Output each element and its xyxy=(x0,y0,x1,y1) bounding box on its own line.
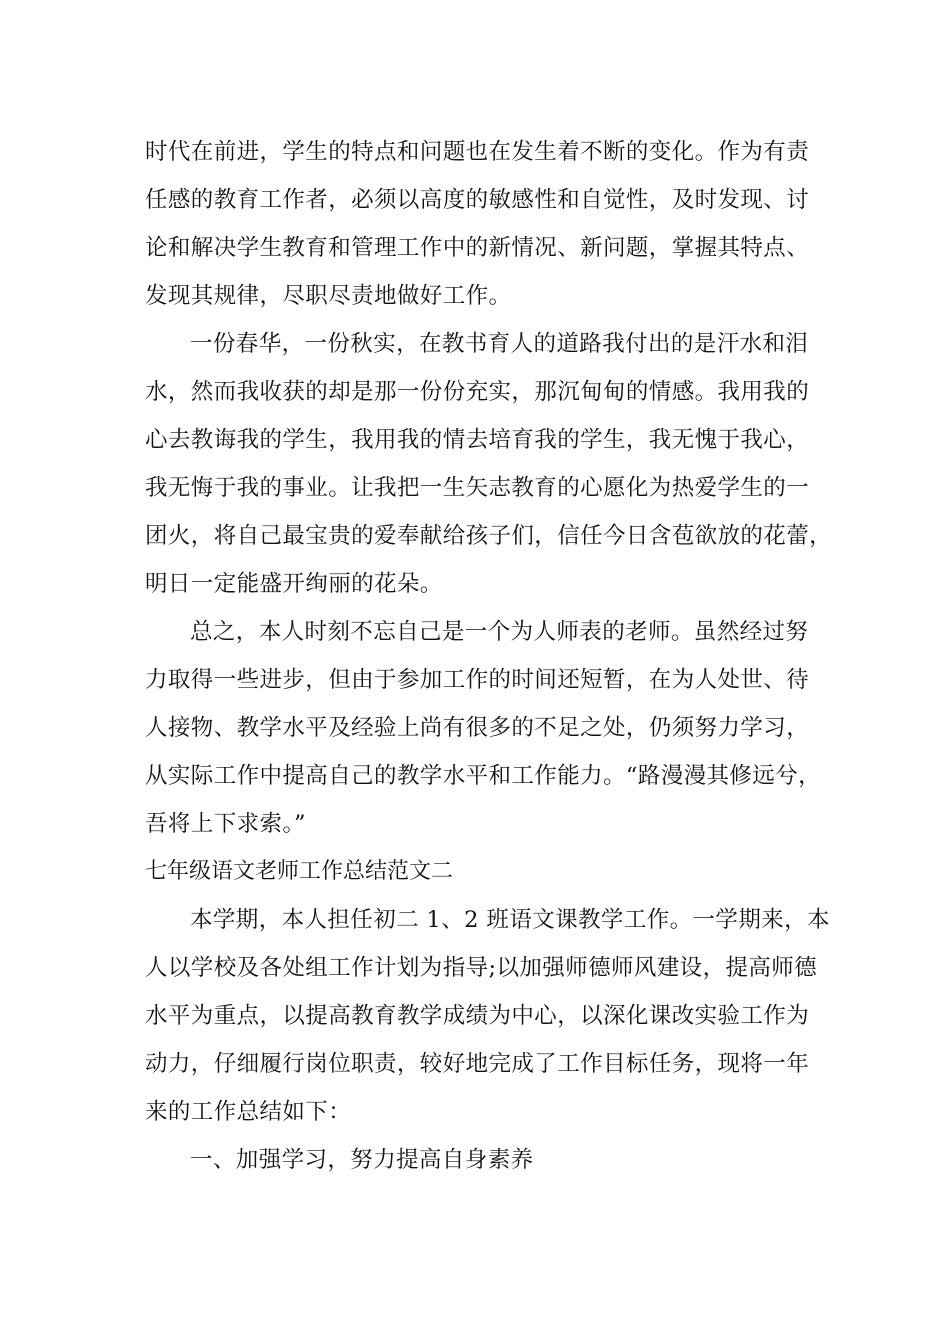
paragraph-line: 任感的教育工作者，必须以高度的敏感性和自觉性，及时发现、讨 xyxy=(145,187,810,213)
paragraph-line: 动力，仔细履行岗位职责，较好地完成了工作目标任务，现将一年 xyxy=(145,1051,810,1077)
paragraph-line: 心去教诲我的学生，我用我的情去培育我的学生，我无愧于我心， xyxy=(145,427,810,453)
paragraph-line: 水平为重点，以提高教育教学成绩为中心，以深化课改实验工作为 xyxy=(145,1003,810,1029)
paragraph-line: 本学期，本人担任初二 1、2 班语文课教学工作。一学期来，本 xyxy=(190,907,830,933)
paragraph-line: 我无悔于我的事业。让我把一生矢志教育的心愿化为热爱学生的一 xyxy=(145,475,810,501)
section-title: 七年级语文老师工作总结范文二 xyxy=(145,859,454,884)
paragraph-line: 来的工作总结如下： xyxy=(145,1099,352,1125)
document-body xyxy=(145,128,833,1184)
paragraph-line: 力取得一些进步，但由于参加工作的时间还短暂，在为人处世、待 xyxy=(145,667,810,693)
paragraph-line: 水，然而我收获的却是那一份份充实，那沉甸甸的情感。我用我的 xyxy=(145,379,810,405)
paragraph-line: 一份春华，一份秋实，在教书育人的道路我付出的是汗水和泪 xyxy=(190,331,809,357)
paragraph-line: 人以学校及各处组工作计划为指导;以加强师德师风建设，提高师德 xyxy=(145,955,818,981)
paragraph-line: 团火，将自己最宝贵的爱奉献给孩子们，信任今日含苞欲放的花蕾， xyxy=(145,523,833,549)
paragraph-line: 发现其规律，尽职尽责地做好工作。 xyxy=(145,283,512,309)
paragraph-line: 从实际工作中提高自己的教学水平和工作能力。“路漫漫其修远兮， xyxy=(145,763,822,789)
paragraph-line: 时代在前进，学生的特点和问题也在发生着不断的变化。作为有责 xyxy=(145,139,810,165)
paragraph-line: 论和解决学生教育和管理工作中的新情况、新问题，掌握其特点、 xyxy=(145,235,810,261)
paragraph-line: 吾将上下求索。” xyxy=(145,811,306,837)
paragraph-line: 明日一定能盛开绚丽的花朵。 xyxy=(145,571,443,597)
paragraph-line: 总之，本人时刻不忘自己是一个为人师表的老师。虽然经过努 xyxy=(190,619,809,645)
subsection-heading: 一、加强学习，努力提高自身素养 xyxy=(190,1147,534,1173)
paragraph-line: 人接物、教学水平及经验上尚有很多的不足之处，仍须努力学习， xyxy=(145,715,810,741)
